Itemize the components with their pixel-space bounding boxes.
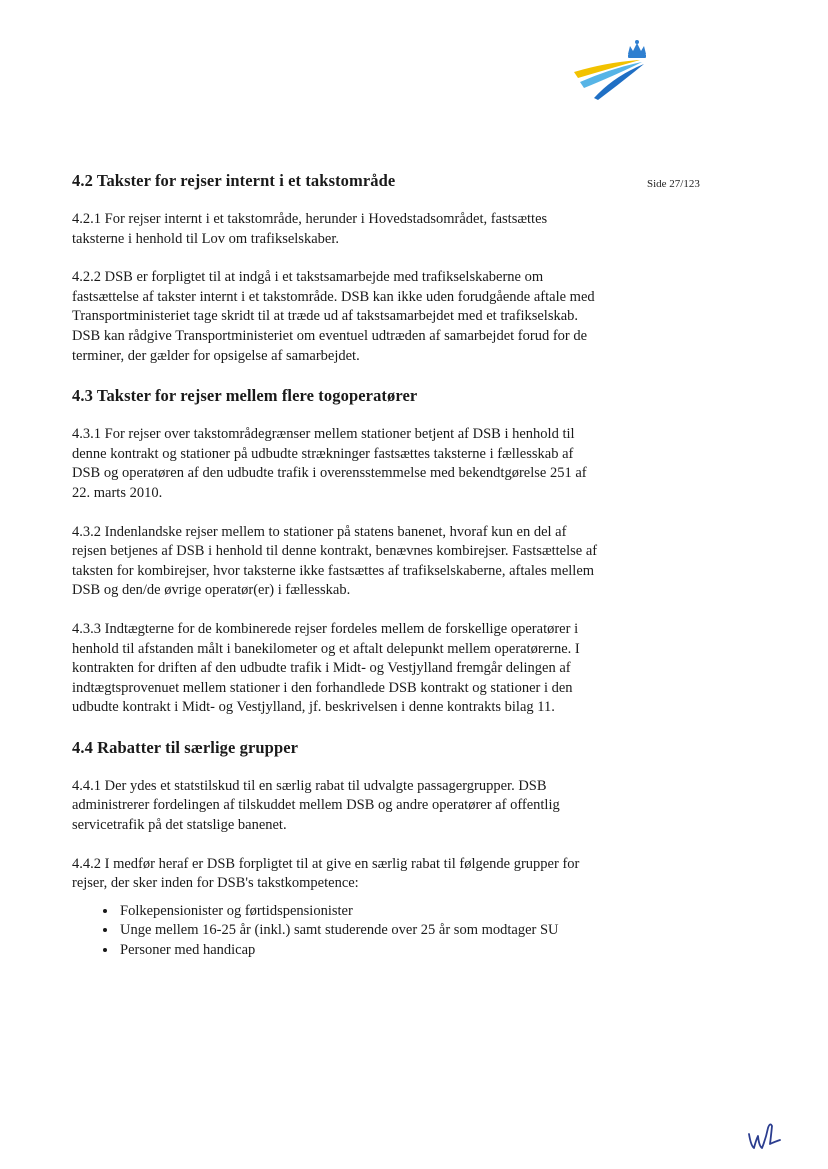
section-heading: 4.2 Takster for rejser internt i et takstområde [72,171,396,190]
paragraph-4-2-2: 4.2.2 DSB er forpligtet til at indgå i et takstsamarbejde med trafikselskaberne om fastsættelse af takster internt i et takstområde. DSB kan ikke uden forudgående aftale med Transportministeriet tage skridt til at træde ud af takstsamarbejdet med et trafikselskab. DSB kan rådgive Transportministeriet om eventuel udtræden af samarbejdet forud for de terminer, der gælder for opsigelse af samarbejdet. [72,269,595,364]
section-heading: 4.4 Rabatter til særlige grupper [72,737,299,757]
paragraph-4-3-1: 4.3.1 For rejser over takstområdegrænser mellem stationer betjent af DSB i henhold til denne kontrakt og stationer på udbudte strækninger fastsættes taksterne i fællesskab af DSB og operatøren af den udbudte trafik i overensstemmelse med bekendtgørelse 251 af 22. marts 2010. [72,426,587,501]
list-item: • Unge mellem 16-25 år (inkl.) samt studerende over 25 år som modtager SU [118,921,602,941]
paragraph-4-3-3: 4.3.3 Indtægterne for de kombinerede rejser fordeles mellem de forskellige operatører i henhold til afstanden målt i banekilometer og et aftalt delepunkt mellem operatørerne. I kontrakten for driften af den udbudte trafik i Midt- og Vestjylland fremgår delingen af indtægtsprovenuet mellem stationer i den forhandlede DSB kontrakt og stationer i den udbudte kontrakt i Midt- og Vestjylland, jf. beskrivelsen i denne kontrakts bilag 11. [72,620,580,716]
section-4-3 [72,385,602,718]
page-number: Side 27/123 [647,178,700,190]
paragraph-4-2-1: 4.2.1 For rejser internt i et takstområde, herunder i Hovedstadsområdet, fastsættes taksterne i henhold til Lov om trafikselskaber. [72,211,548,247]
handwritten-initials-signature [746,1118,786,1154]
paragraph-4-4-2: 4.4.2 I medfør heraf er DSB forpligtet til at give en særlig rabat til følgende grupper for rejser, der sker inden for DSB's takstkompetence: [72,855,580,892]
list-item: • Personer med handicap [118,941,602,961]
section-4-2 [72,170,602,366]
transport-ministry-logo-icon [568,38,660,104]
document-body [72,170,602,961]
paragraph-4-3-2: 4.3.2 Indenlandske rejser mellem to stationer på statens banenet, hvoraf kun en del af rejsen betjenes af DSB i henhold til denne kontrakt, benævnes kombirejser. Fastsættelse af taksten for kombirejser, hvor taksterne ikke fastsættes af trafikselskaberne, aftales mellem DSB og den/de øvrige operatør(er) i fællesskab. [72,523,598,599]
paragraph-4-4-1: 4.4.1 Der ydes et statstilskud til en særlig rabat til udvalgte passagergrupper. DSB administrerer fordelingen af tilskuddet mellem DSB og andre operatører af offentlig servicetrafik på det statslige banenet. [72,777,560,834]
list-item: • Folkepensionister og førtidspensionister [118,902,602,922]
section-4-4 [72,737,602,961]
section-heading: 4.3 Takster for rejser mellem flere togoperatører [72,386,418,406]
discount-groups-list [72,902,602,961]
